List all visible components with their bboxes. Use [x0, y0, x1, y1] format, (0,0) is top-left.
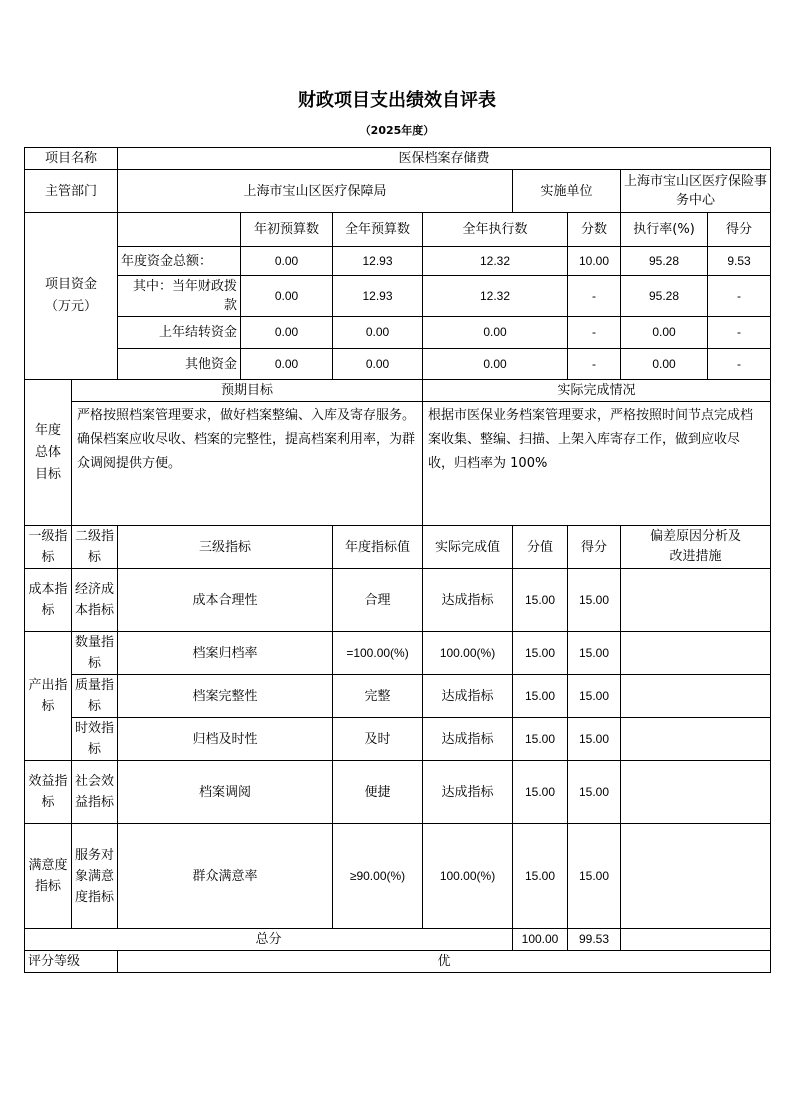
funds-cell: -: [708, 276, 771, 317]
page-subtitle: （2025年度）: [359, 124, 435, 137]
indicator-note: [621, 569, 771, 632]
project-name-value: 医保档案存储费: [118, 148, 771, 170]
dept-label: 主管部门: [25, 170, 118, 213]
funds-header: 得分: [708, 213, 771, 247]
funds-cell: -: [568, 276, 621, 317]
indicator-l2: 数量指标: [72, 632, 118, 675]
expected-goal-header: 预期目标: [72, 380, 423, 402]
indicator-got: 15.00: [568, 675, 621, 718]
indicator-actual: 达成指标: [423, 675, 513, 718]
funds-cell: 0.00: [333, 349, 423, 380]
funds-cell: 12.32: [423, 276, 568, 317]
indicator-got: 15.00: [568, 569, 621, 632]
indicator-score: 15.00: [513, 675, 568, 718]
funds-header-blank: [118, 213, 241, 247]
indicator-l2: 社会效益指标: [72, 761, 118, 824]
indicator-l2: 经济成本指标: [72, 569, 118, 632]
total-label: 总分: [25, 929, 513, 951]
funds-cell: 0.00: [423, 349, 568, 380]
funds-row-label: 上年结转资金: [118, 317, 241, 349]
funds-cell: -: [568, 349, 621, 380]
total-score: 100.00: [513, 929, 568, 951]
funds-cell: 12.93: [333, 247, 423, 276]
indicator-score: 15.00: [513, 824, 568, 929]
indicator-actual: 达成指标: [423, 569, 513, 632]
indicator-note: [621, 675, 771, 718]
header-level1: 一级指标: [25, 526, 72, 569]
actual-status-text: 根据市医保业务档案管理要求，严格按照时间节点完成档案收集、整编、扫描、上架入库寄存工作，做到应收尽收，归档率为 100%: [423, 402, 771, 526]
indicator-got: 15.00: [568, 824, 621, 929]
indicator-l2: 质量指标: [72, 675, 118, 718]
project-name-label: 项目名称: [25, 148, 118, 170]
goals-label: 年度总体目标: [25, 380, 72, 526]
funds-cell: 0.00: [621, 349, 708, 380]
funds-header: 全年预算数: [333, 213, 423, 247]
indicator-l2: 服务对象满意度指标: [72, 824, 118, 929]
funds-cell: 0.00: [241, 276, 333, 317]
indicator-got: 15.00: [568, 718, 621, 761]
indicator-l1: 满意度指标: [25, 824, 72, 929]
indicator-note: [621, 824, 771, 929]
indicator-l3: 档案调阅: [118, 761, 333, 824]
indicator-score: 15.00: [513, 569, 568, 632]
funds-cell: 95.28: [621, 276, 708, 317]
funds-header: 全年执行数: [423, 213, 568, 247]
unit-label: 实施单位: [513, 170, 621, 213]
header-deviation: 偏差原因分析及改进措施: [621, 526, 771, 569]
funds-cell: 0.00: [333, 317, 423, 349]
evaluation-table: [24, 147, 771, 973]
indicator-got: 15.00: [568, 761, 621, 824]
indicator-l3: 群众满意率: [118, 824, 333, 929]
funds-label: 项目资金（万元）: [25, 213, 118, 380]
indicator-target: ≥90.00(%): [333, 824, 423, 929]
funds-cell: 10.00: [568, 247, 621, 276]
funds-cell: 0.00: [423, 317, 568, 349]
unit-value: 上海市宝山区医疗保险事务中心: [621, 170, 771, 213]
funds-cell: 0.00: [241, 317, 333, 349]
indicator-note: [621, 632, 771, 675]
funds-cell: 9.53: [708, 247, 771, 276]
indicator-target: =100.00(%): [333, 632, 423, 675]
funds-row-label: 年度资金总额：: [118, 247, 241, 276]
funds-cell: -: [568, 317, 621, 349]
grade-label: 评分等级: [25, 951, 118, 973]
expected-goal-text: 严格按照档案管理要求，做好档案整编、入库及寄存服务。确保档案应收尽收、档案的完整性，提高档案利用率，为群众调阅提供方便。: [72, 402, 423, 526]
indicator-target: 完整: [333, 675, 423, 718]
indicator-l1: 成本指标: [25, 569, 72, 632]
funds-cell: 95.28: [621, 247, 708, 276]
indicator-target: 便捷: [333, 761, 423, 824]
actual-status-header: 实际完成情况: [423, 380, 771, 402]
funds-row-label: 其中：当年财政拨款: [118, 276, 241, 317]
funds-cell: -: [708, 349, 771, 380]
indicator-note: [621, 761, 771, 824]
indicator-target: 及时: [333, 718, 423, 761]
page-title: 财政项目支出绩效自评表: [298, 90, 496, 111]
indicator-l2: 时效指标: [72, 718, 118, 761]
indicator-score: 15.00: [513, 632, 568, 675]
indicator-l3: 成本合理性: [118, 569, 333, 632]
header-actual: 实际完成值: [423, 526, 513, 569]
funds-cell: 0.00: [621, 317, 708, 349]
grade-value: 优: [118, 951, 771, 973]
funds-header: 年初预算数: [241, 213, 333, 247]
funds-cell: 0.00: [241, 349, 333, 380]
header-level3: 三级指标: [118, 526, 333, 569]
funds-row-label: 其他资金: [118, 349, 241, 380]
indicator-actual: 达成指标: [423, 718, 513, 761]
header-score: 分值: [513, 526, 568, 569]
funds-cell: -: [708, 317, 771, 349]
total-got: 99.53: [568, 929, 621, 951]
indicator-note: [621, 718, 771, 761]
indicator-actual: 100.00(%): [423, 824, 513, 929]
indicator-actual: 100.00(%): [423, 632, 513, 675]
indicator-got: 15.00: [568, 632, 621, 675]
dept-value: 上海市宝山区医疗保障局: [118, 170, 513, 213]
indicator-l1: 效益指标: [25, 761, 72, 824]
indicator-target: 合理: [333, 569, 423, 632]
header-level2: 二级指标: [72, 526, 118, 569]
funds-cell: 12.32: [423, 247, 568, 276]
indicator-score: 15.00: [513, 761, 568, 824]
header-got: 得分: [568, 526, 621, 569]
funds-cell: 12.93: [333, 276, 423, 317]
total-note: [621, 929, 771, 951]
indicator-l3: 档案归档率: [118, 632, 333, 675]
indicator-l3: 归档及时性: [118, 718, 333, 761]
indicator-score: 15.00: [513, 718, 568, 761]
funds-header: 执行率(%): [621, 213, 708, 247]
indicator-l1: 产出指标: [25, 632, 72, 761]
indicator-l3: 档案完整性: [118, 675, 333, 718]
header-target: 年度指标值: [333, 526, 423, 569]
funds-cell: 0.00: [241, 247, 333, 276]
indicator-actual: 达成指标: [423, 761, 513, 824]
funds-header: 分数: [568, 213, 621, 247]
